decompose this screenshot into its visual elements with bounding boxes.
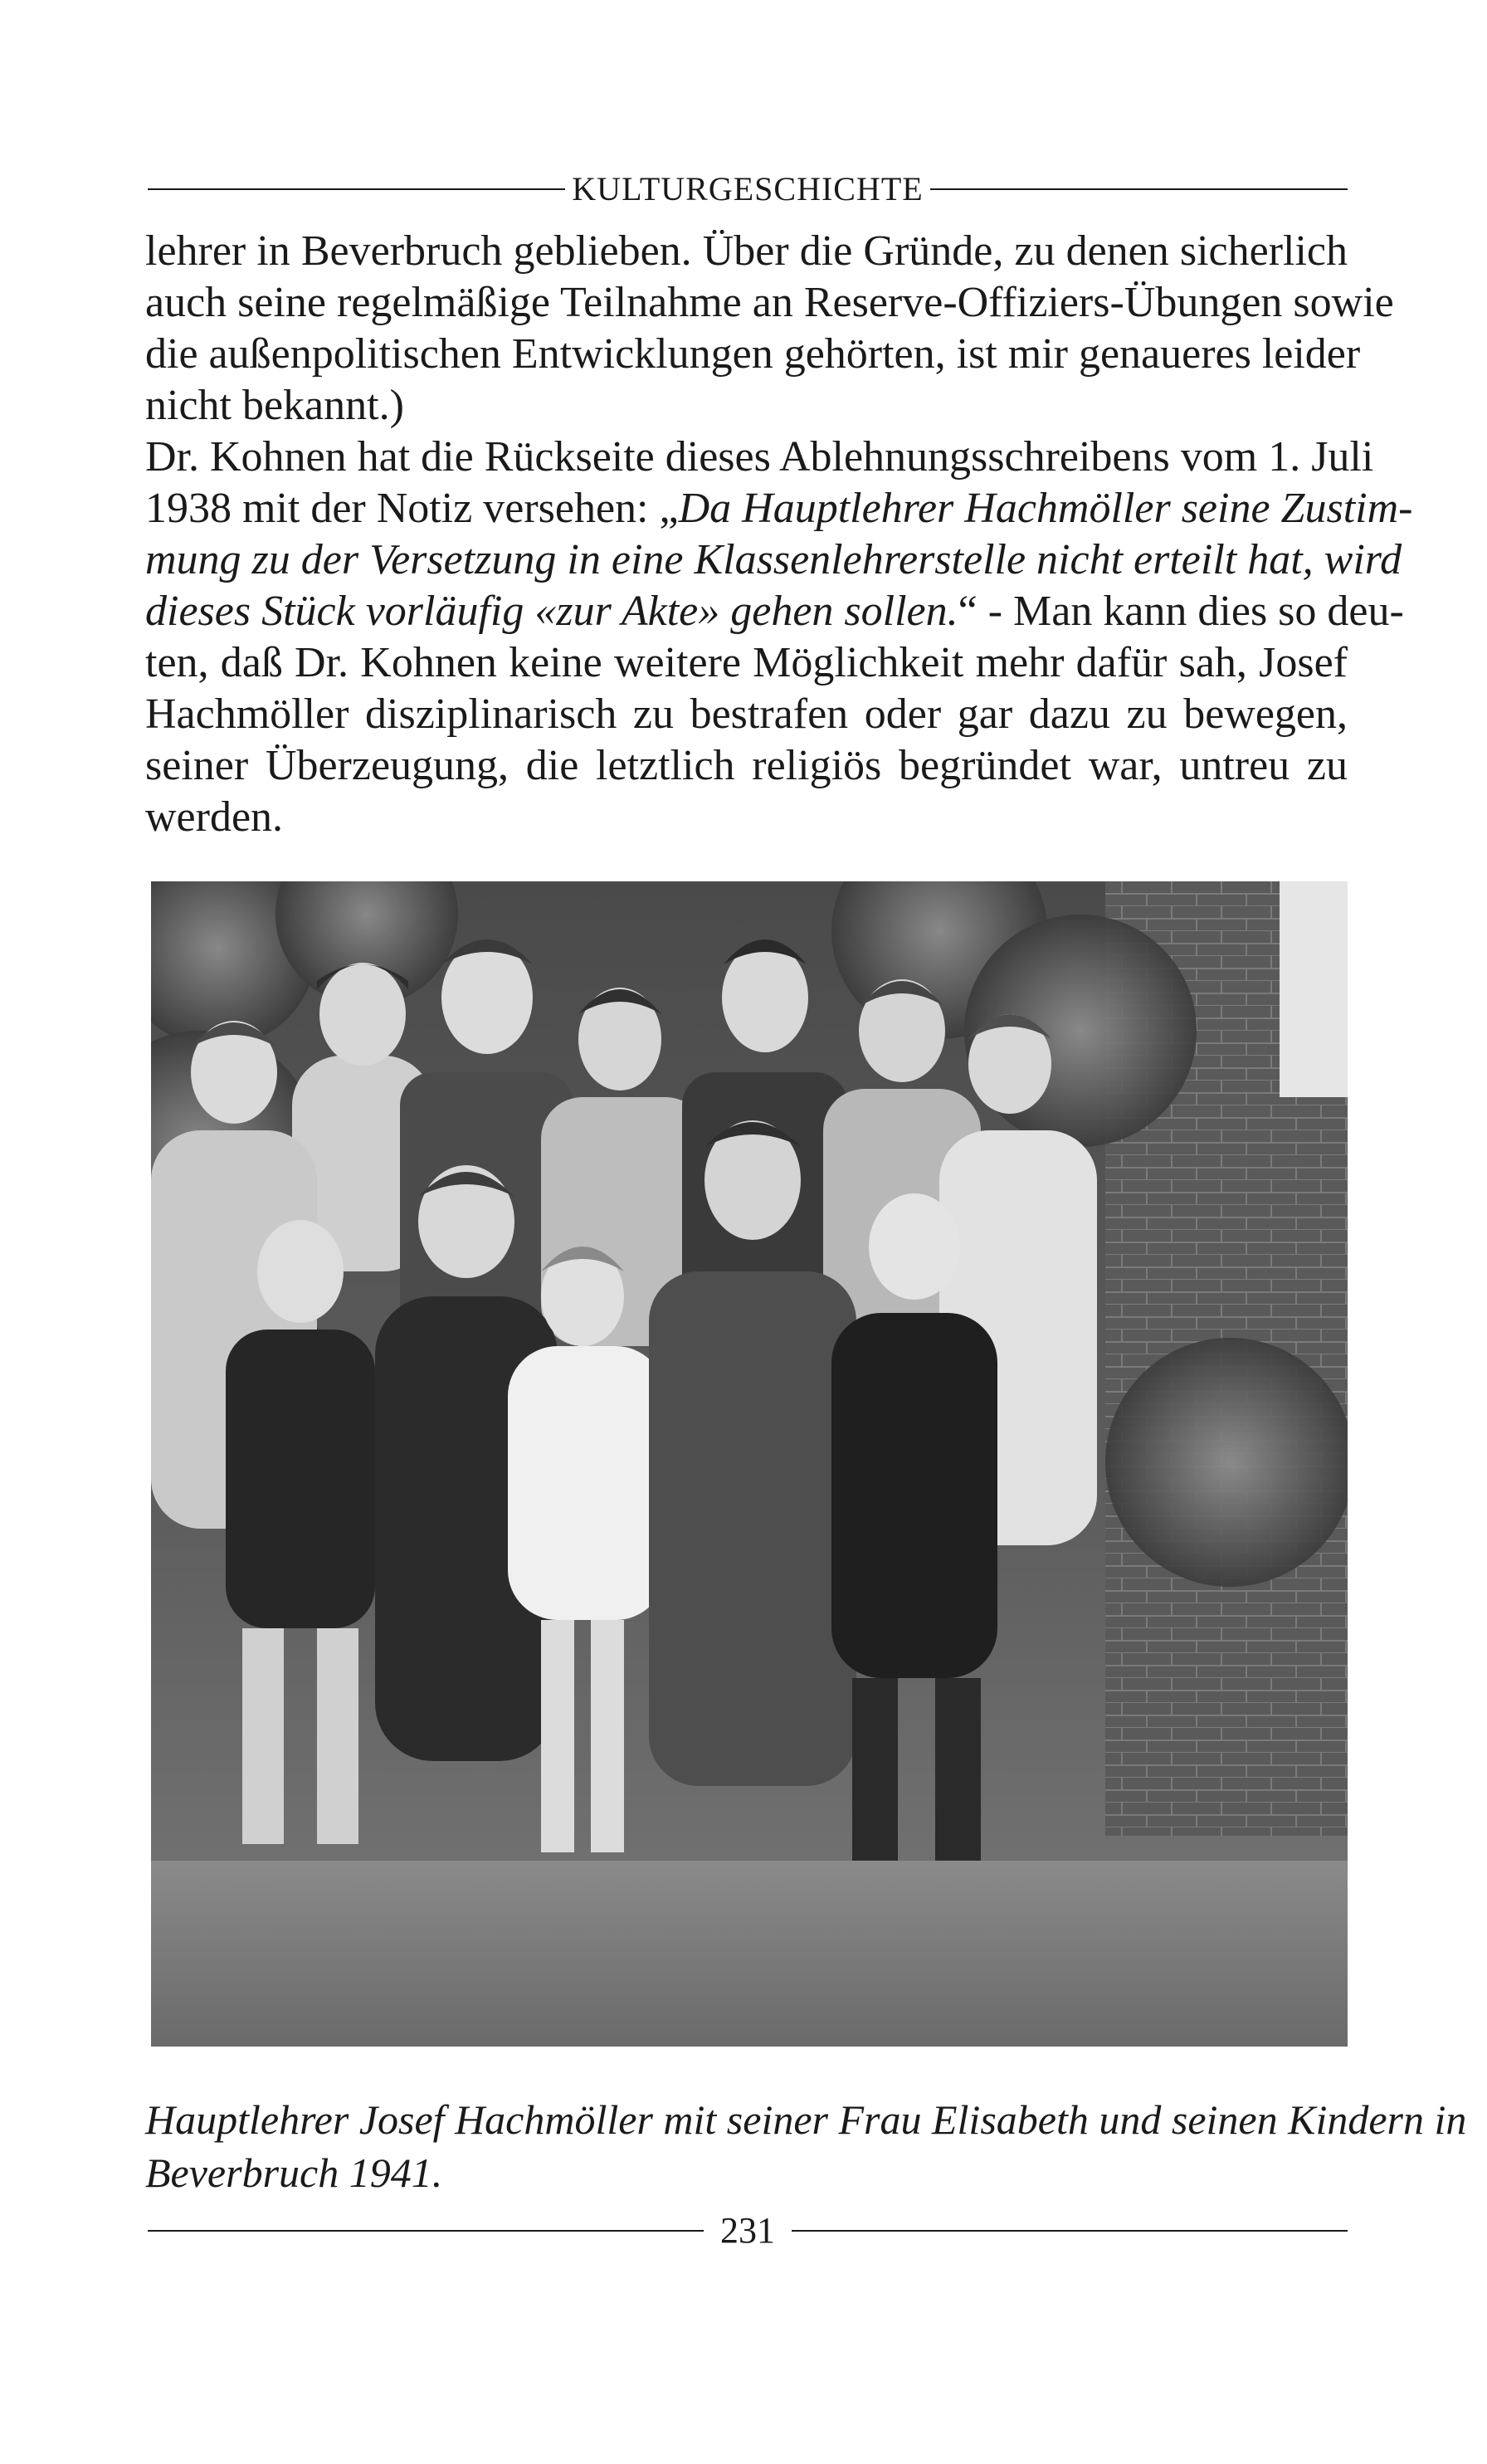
family-photograph [151, 881, 1348, 2047]
page-footer [148, 2208, 1348, 2254]
section-title: KULTURGESCHICHTE [572, 170, 924, 207]
body-line-with-quote [145, 483, 1413, 534]
header-rule-right [930, 188, 1348, 190]
page-number: 231 [720, 2210, 775, 2251]
body-line: werden. [145, 793, 284, 841]
body-line: auch seine regelmäßige Teilnahme an Reserve-Offiziers-Übungen sowie [145, 279, 1394, 326]
caption-line: Beverbruch 1941. [145, 2149, 443, 2196]
footer-rule-right [792, 2230, 1348, 2232]
body-line: nicht bekannt.) [145, 382, 404, 429]
family-photo-illustration [151, 881, 1348, 2047]
running-header [148, 169, 1348, 209]
lawn [151, 1861, 1348, 2047]
header-rule-left [148, 188, 565, 190]
body-line: Hachmöller disziplinarisch zu bestrafen oder gar dazu zu bewegen, [145, 690, 1348, 738]
body-text [145, 226, 1413, 843]
body-line: Dr. Kohnen hat die Rückseite dieses Ablehnungsschreibens vom 1. Juli [145, 433, 1374, 481]
photo-caption [145, 2093, 1467, 2199]
caption-line: Hauptlehrer Josef Hachmöller mit seiner Frau Elisabeth und seinen Kindern in [145, 2096, 1467, 2143]
window [1280, 881, 1348, 1097]
quote-outro: “ - Man kann dies so deu- [958, 588, 1404, 635]
body-line-quote [145, 534, 1402, 586]
footer-rule-left [148, 2230, 704, 2232]
body-line: lehrer in Beverbruch geblieben. Über die Gründe, zu denen sicherlich [145, 227, 1348, 275]
body-line: die außenpolitischen Entwicklungen gehörten, ist mir genaueres leider [145, 330, 1361, 378]
quote-intro: 1938 mit der Notiz versehen: „ [145, 485, 679, 532]
quote-text: Da Hauptlehrer Hachmöller seine Zustim- [678, 485, 1413, 532]
quote-text: dieses Stück vorläufig «zur Akte» gehen sollen. [145, 588, 958, 635]
body-line-quote-end [145, 586, 1404, 637]
quote-text: mung zu der Versetzung in eine Klassenlehrerstelle nicht erteilt hat, wird [145, 536, 1402, 583]
body-line: ten, daß Dr. Kohnen keine weitere Möglichkeit mehr dafür sah, Josef [145, 639, 1348, 686]
body-line: seiner Überzeugung, die letztlich religiös begründet war, untreu zu [145, 742, 1348, 789]
